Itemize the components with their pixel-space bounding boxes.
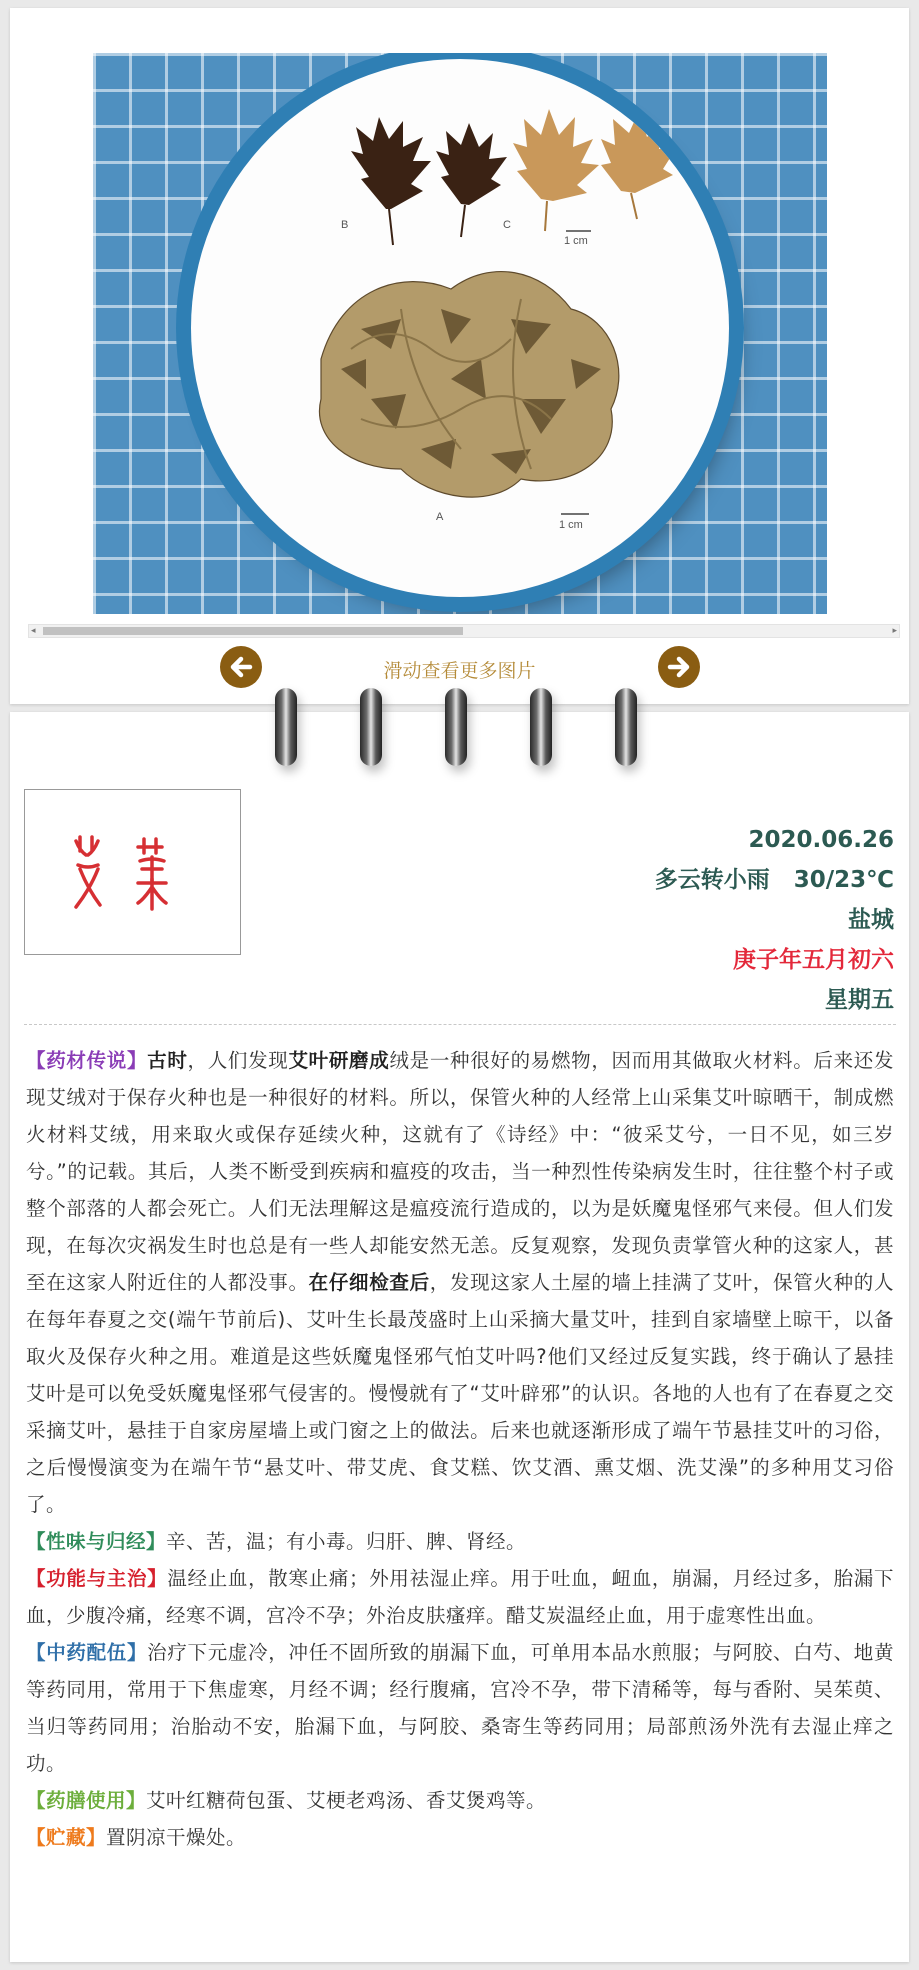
specimen-plate — [191, 59, 729, 597]
label-c: C — [503, 219, 511, 231]
binder-ring — [445, 688, 467, 766]
arrow-right-icon — [658, 646, 700, 688]
label-b: B — [341, 219, 349, 231]
section-function: 【功能与主治】温经止血，散寒止痛；外用祛湿止痒。用于吐血，衄血，崩漏，月经过多，胎漏下血，少腹冷痛，经寒不调，宫冷不孕；外治皮肤瘙痒。醋艾炭温经止血，用于虚寒性出血。 — [26, 1567, 894, 1627]
weekday-text: 星期五 — [825, 987, 894, 1013]
binder-ring — [275, 688, 297, 766]
section-tag: 【药膳使用】 — [26, 1789, 147, 1812]
article-body — [26, 1042, 894, 1856]
city-text: 盐城 — [848, 907, 894, 933]
scale-label-bottom: 1 cm — [559, 519, 583, 531]
section-tag: 【功能与主治】 — [26, 1567, 168, 1590]
mugwort-leaves-illustration — [191, 59, 729, 597]
binder-rings — [258, 688, 658, 768]
content-card — [10, 712, 909, 1962]
section-tag: 【贮藏】 — [26, 1826, 107, 1849]
section-tag: 【性味与归经】 — [26, 1530, 167, 1553]
section-tag: 【药材传说】 — [26, 1049, 148, 1072]
dashed-divider — [24, 1024, 896, 1025]
scale-label-top: 1 cm — [564, 235, 588, 247]
binder-ring — [615, 688, 637, 766]
seal-script-logo — [70, 833, 196, 913]
scroll-left-arrow[interactable]: ◂ — [31, 626, 36, 636]
label-a: A — [436, 511, 444, 523]
next-image-button[interactable] — [658, 646, 700, 688]
section-storage: 【贮藏】置阴凉干燥处。 — [26, 1826, 247, 1849]
scrollbar-thumb[interactable] — [43, 627, 463, 635]
gallery-scrollbar[interactable] — [28, 624, 900, 638]
swipe-hint: 滑动查看更多图片 — [383, 660, 536, 682]
lunar-date-text: 庚子年五月初六 — [733, 947, 894, 973]
weather-text: 多云转小雨 30/23℃ — [654, 867, 894, 893]
section-diet: 【药膳使用】艾叶红糖荷包蛋、艾梗老鸡汤、香艾煲鸡等。 — [26, 1789, 547, 1812]
date-weather-panel — [655, 820, 894, 1020]
section-tag: 【中药配伍】 — [26, 1641, 148, 1664]
image-gallery-card — [10, 8, 909, 704]
date-text: 2020.06.26 — [748, 827, 894, 853]
seal-stamp-box — [24, 789, 241, 955]
binder-ring — [360, 688, 382, 766]
section-pairing: 【中药配伍】治疗下元虚冷，冲任不固所致的崩漏下血，可单用本品水煎服；与阿胶、白芍、地黄等药同用，常用于下焦虚寒，月经不调；经行腹痛，宫冷不孕，带下清稀等，每与香附、吴茱萸、当归等药同用；治胎动不安，胎漏下血，与阿胶、桑寄生等药同用；局部煎汤外洗有去湿止痒之功。 — [26, 1641, 894, 1775]
scroll-right-arrow[interactable]: ▸ — [892, 626, 897, 636]
herb-photo — [93, 53, 827, 614]
section-legend: 【药材传说】古时，人们发现艾叶研磨成绒是一种很好的易燃物，因而用其做取火材料。后来还发现艾绒对于保存火种也是一种很好的材料。所以，保管火种的人经常上山采集艾叶晾晒干，制成燃火材料艾绒，用来取火或保存延续火种，这就有了《诗经》中：“彼采艾兮，一日不见，如三岁兮。”的记载。其后，人类不断受到疾病和瘟疫的攻击，当一种烈性传染病发生时，往往整个村子或整个部落的人都会死亡。人们无法理解这是瘟疫流行造成的，以为是妖魔鬼怪邪气来侵。但人们发现，在每次灾祸发生时也总是有一些人却能安然无恙。反复观察，发现负责掌管火种的这家人，甚至在这家人附近住的人都没事。在仔细检查后，发现这家人土屋的墙上挂满了艾叶，保管火种的人在每年春夏之交(端午节前后)、艾叶生长最茂盛时上山采摘大量艾叶，挂到自家墙壁上晾干，以备取火及保存火种之用。难道是这些妖魔鬼怪邪气怕艾叶吗?他们又经过反复实践，终于确认了悬挂艾叶是可以免受妖魔鬼怪邪气侵害的。慢慢就有了“艾叶辟邪”的认识。各地的人也有了在春夏之交采摘艾叶，悬挂于自家房屋墙上或门窗之上的做法。后来也就逐渐形成了端午节悬挂艾叶的习俗，之后慢慢演变为在端午节“悬艾叶、带艾虎、食艾糕、饮艾酒、熏艾烟、洗艾澡”的多种用艾习俗了。 — [26, 1049, 894, 1516]
section-nature: 【性味与归经】辛、苦，温；有小毒。归肝、脾、肾经。 — [26, 1530, 527, 1553]
binder-ring — [530, 688, 552, 766]
